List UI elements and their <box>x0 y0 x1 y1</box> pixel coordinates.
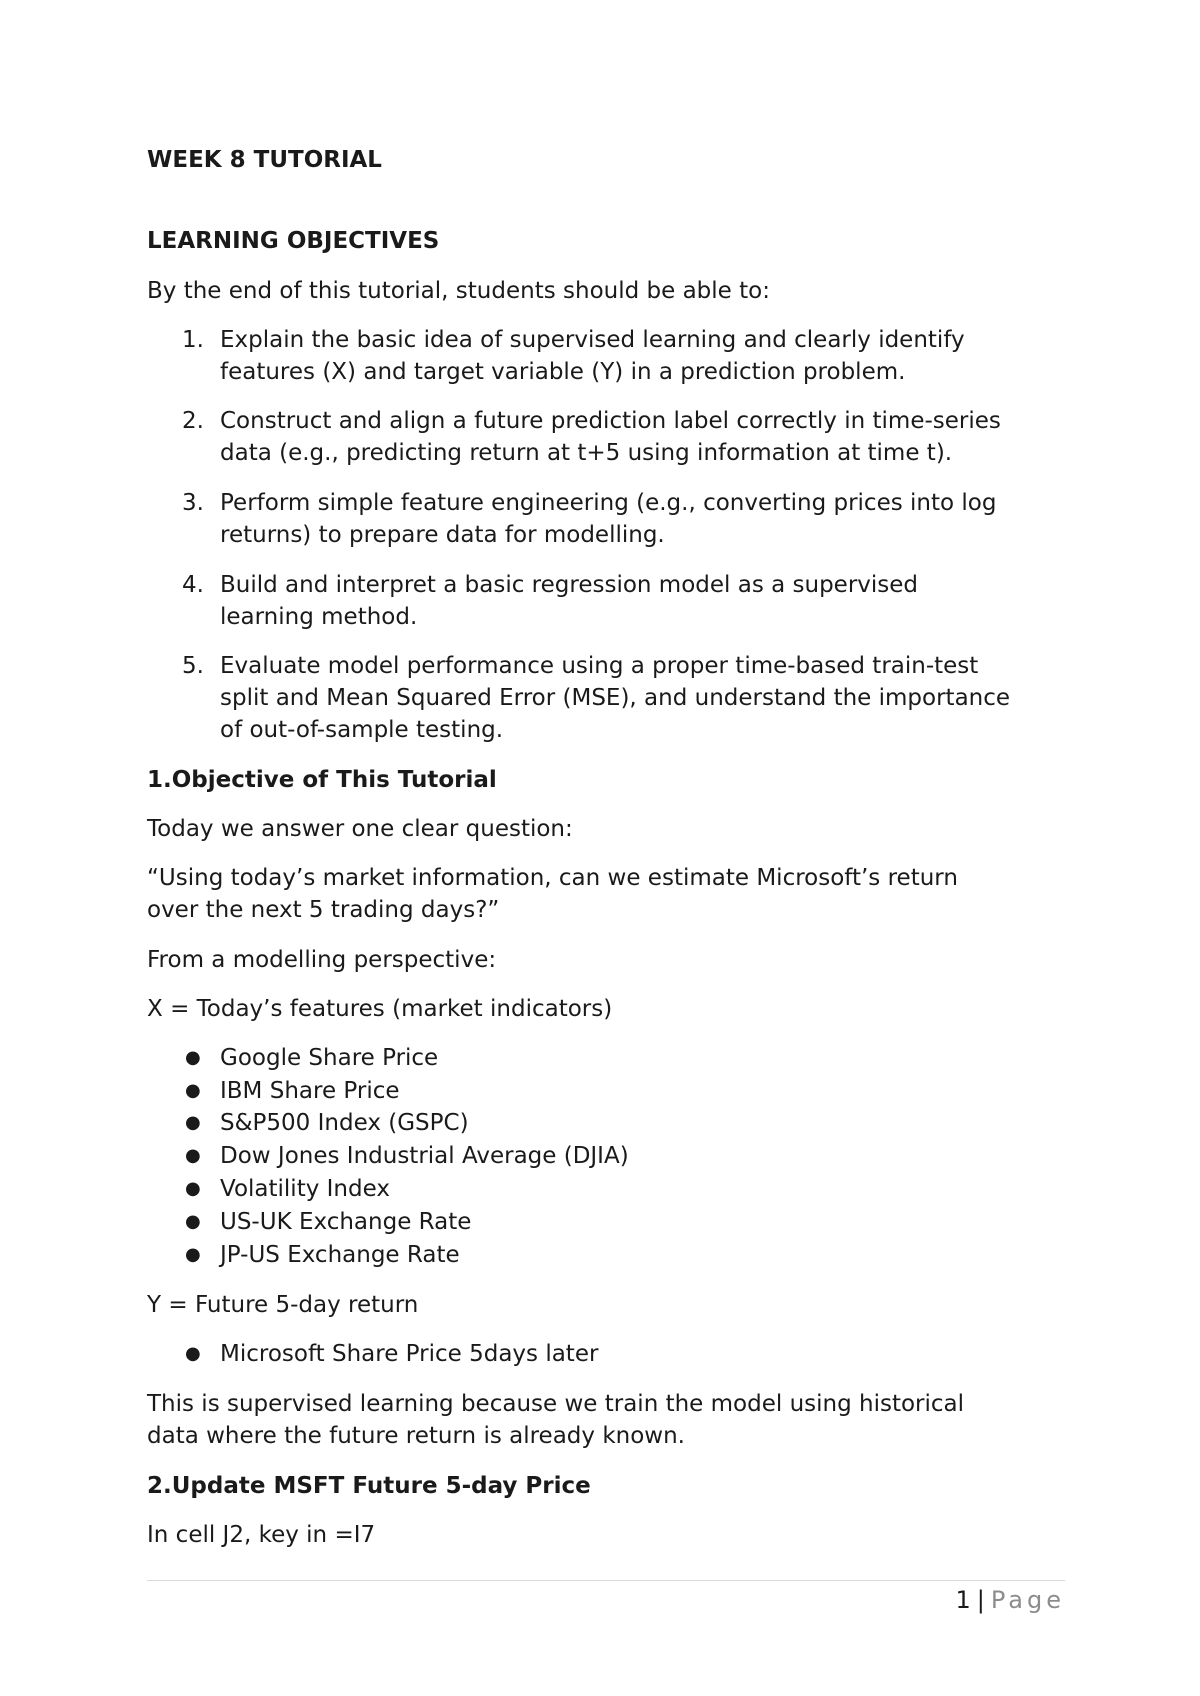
objective-item <box>147 487 1065 519</box>
objective-item <box>147 324 1065 356</box>
objective-text: Build and interpret a basic regression model as a supervised <box>220 572 919 598</box>
objective-item <box>147 405 1065 437</box>
page-label: Page <box>990 1586 1065 1614</box>
feature-name: Dow Jones Industrial Average (DJIA) <box>220 1143 629 1169</box>
target-name: Microsoft Share Price 5days later <box>220 1341 599 1367</box>
bullet-icon: ● <box>185 1244 201 1265</box>
list-number: 1. <box>182 327 204 353</box>
paragraph: Today we answer one clear question: <box>147 816 573 842</box>
bullet-icon: ● <box>185 1112 201 1133</box>
objective-text: Construct and align a future prediction label correctly in time-series <box>220 408 1001 434</box>
list-item <box>147 1075 1065 1107</box>
feature-name: Volatility Index <box>220 1176 390 1202</box>
paragraph: In cell J2, key in =I7 <box>147 1522 376 1548</box>
list-number: 3. <box>182 490 204 516</box>
feature-name: IBM Share Price <box>220 1078 400 1104</box>
list-item <box>147 1173 1065 1205</box>
list-number: 4. <box>182 572 204 598</box>
document-title: WEEK 8 TUTORIAL <box>147 147 382 173</box>
list-number: 2. <box>182 408 204 434</box>
page-footer <box>956 1584 1065 1616</box>
objective-text: of out-of-sample testing. <box>220 717 504 743</box>
list-item <box>147 1338 1065 1370</box>
footer-divider <box>147 1580 1065 1581</box>
list-item <box>147 1042 1065 1074</box>
bullet-icon: ● <box>185 1080 201 1101</box>
objective-item-continued <box>147 682 1065 714</box>
feature-name: Google Share Price <box>220 1045 439 1071</box>
objective-text: split and Mean Squared Error (MSE), and understand the importance <box>220 685 1011 711</box>
list-number: 5. <box>182 653 204 679</box>
objective-item <box>147 650 1065 682</box>
objectives-heading: LEARNING OBJECTIVES <box>147 228 440 254</box>
section-heading: 2.Update MSFT Future 5-day Price <box>147 1473 591 1499</box>
quote-line: “Using today’s market information, can we estimate Microsoft’s return <box>147 865 958 891</box>
bullet-icon: ● <box>185 1178 201 1199</box>
features-label: X = Today’s features (market indicators) <box>147 996 613 1022</box>
bullet-icon: ● <box>185 1047 201 1068</box>
page-number: 1 <box>955 1586 971 1614</box>
objective-item-continued <box>147 601 1065 633</box>
objective-item-continued <box>147 356 1065 388</box>
bullet-icon: ● <box>185 1343 201 1364</box>
objective-item-continued <box>147 519 1065 551</box>
objective-text: learning method. <box>220 604 418 630</box>
list-item <box>147 1140 1065 1172</box>
objective-item <box>147 569 1065 601</box>
list-item <box>147 1239 1065 1271</box>
objective-text: data (e.g., predicting return at t+5 using information at time t). <box>220 440 953 466</box>
quote-line: over the next 5 trading days?” <box>147 897 500 923</box>
objective-text: returns) to prepare data for modelling. <box>220 522 665 548</box>
list-item <box>147 1107 1065 1139</box>
objective-text: Perform simple feature engineering (e.g., converting prices into log <box>220 490 997 516</box>
bullet-icon: ● <box>185 1211 201 1232</box>
target-label: Y = Future 5-day return <box>147 1292 419 1318</box>
summary-line: This is supervised learning because we train the model using historical <box>147 1391 965 1417</box>
bullet-icon: ● <box>185 1145 201 1166</box>
objective-text: features (X) and target variable (Y) in a prediction problem. <box>220 359 906 385</box>
feature-name: US-UK Exchange Rate <box>220 1209 472 1235</box>
feature-name: JP-US Exchange Rate <box>220 1242 460 1268</box>
paragraph: From a modelling perspective: <box>147 947 497 973</box>
objective-text: Evaluate model performance using a proper time-based train-test <box>220 653 979 679</box>
list-item <box>147 1206 1065 1238</box>
summary-line: data where the future return is already known. <box>147 1423 685 1449</box>
footer-separator: | <box>976 1586 985 1614</box>
objective-text: Explain the basic idea of supervised learning and clearly identify <box>220 327 965 353</box>
feature-name: S&P500 Index (GSPC) <box>220 1110 469 1136</box>
objective-item-continued <box>147 437 1065 469</box>
section-heading: 1.Objective of This Tutorial <box>147 767 497 793</box>
objectives-intro: By the end of this tutorial, students should be able to: <box>147 278 770 304</box>
objective-item-continued <box>147 714 1065 746</box>
